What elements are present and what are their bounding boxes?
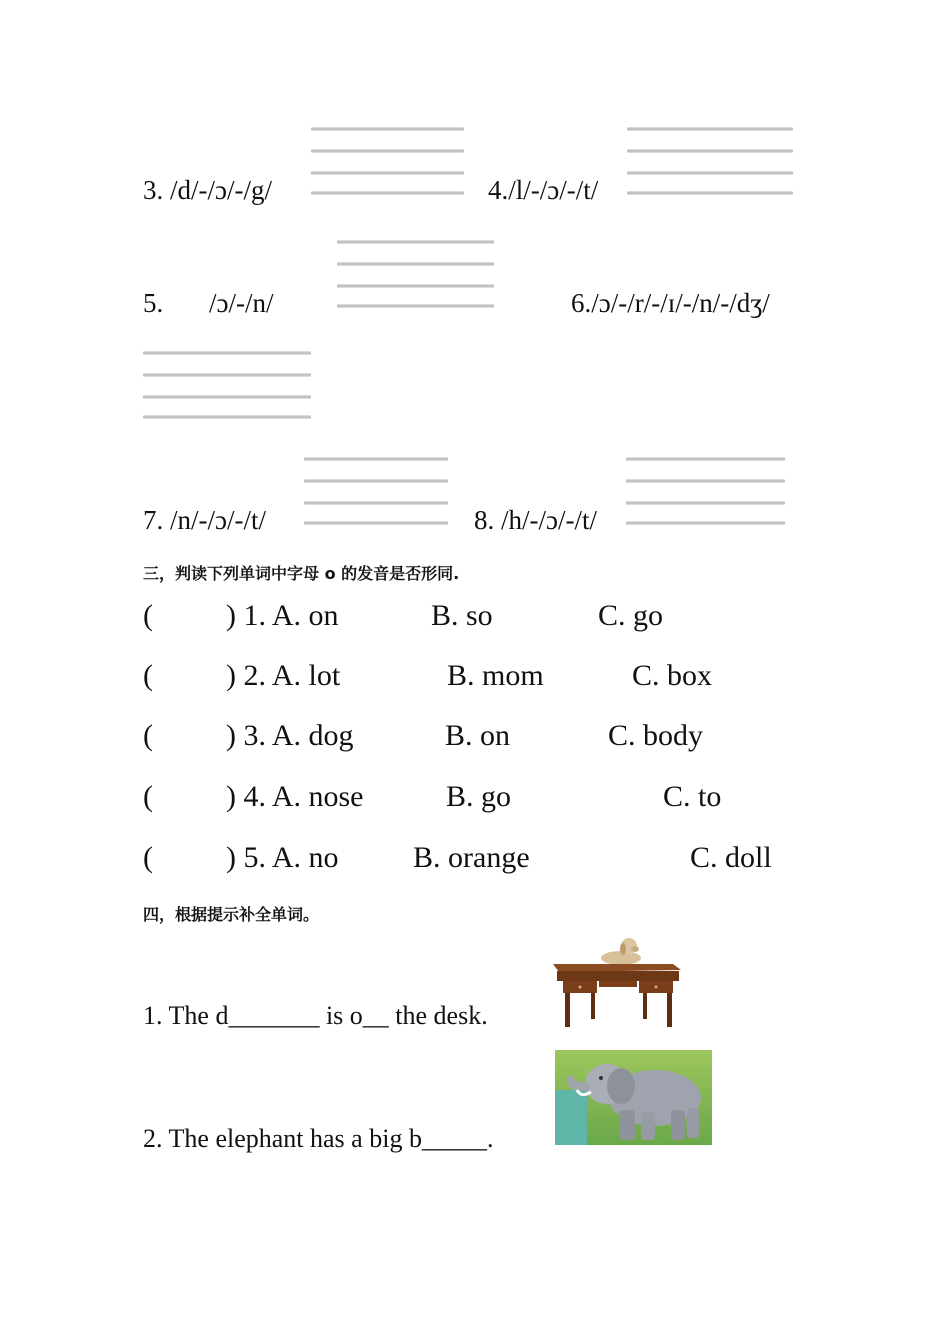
answer-bracket-open[interactable]: ( [143,780,153,813]
writing-lines[interactable] [337,240,494,308]
option-c: C. body [608,719,704,752]
phonics-item-4: 4./l/-/ɔ/-/t/ [488,175,599,205]
option-b: B. mom [447,659,544,692]
option-c: C. go [598,599,664,632]
option-b: B. so [431,599,493,632]
option-b: B. go [446,780,512,813]
writing-lines[interactable] [311,127,464,195]
option-c: C. doll [690,841,772,874]
elephant-picture [555,1050,712,1145]
phonics-item-3: 3. /d/-/ɔ/-/g/ [143,175,272,205]
question-stem: ) 2. A. lot [226,659,341,692]
question-stem: ) 3. A. dog [226,719,354,752]
section-heading: 三，判读下列单词中字母 o 的发音是否形同. [143,564,460,583]
option-b: B. on [445,719,511,752]
question-stem: ) 4. A. nose [226,780,364,813]
fill-in-sentence: 2. The elephant has a big b_____. [143,1124,494,1153]
fill-in-sentence: 1. The d_______ is o__ the desk. [143,1001,488,1030]
question-stem: ) 5. A. no [226,841,339,874]
phonics-item-5-number: 5. [143,288,164,318]
writing-lines[interactable] [627,127,793,195]
option-b: B. orange [413,841,530,874]
answer-bracket-open[interactable]: ( [143,719,153,752]
writing-lines[interactable] [143,351,311,419]
answer-bracket-open[interactable]: ( [143,599,153,632]
writing-lines[interactable] [304,457,448,525]
answer-bracket-open[interactable]: ( [143,659,153,692]
phonics-item-7: 7. /n/-/ɔ/-/t/ [143,505,266,535]
question-stem: ) 1. A. on [226,599,339,632]
phonics-item-5: /ɔ/-/n/ [209,288,274,318]
answer-bracket-open[interactable]: ( [143,841,153,874]
phonics-item-8: 8. /h/-/ɔ/-/t/ [474,505,597,535]
option-c: C. to [663,780,722,813]
section-heading: 四，根据提示补全单词。 [143,905,320,924]
phonics-item-6: 6./ɔ/-/r/-/ɪ/-/n/-/dʒ/ [571,288,770,318]
writing-lines[interactable] [626,457,785,525]
dog-on-desk-picture [549,934,683,1030]
option-c: C. box [632,659,713,692]
